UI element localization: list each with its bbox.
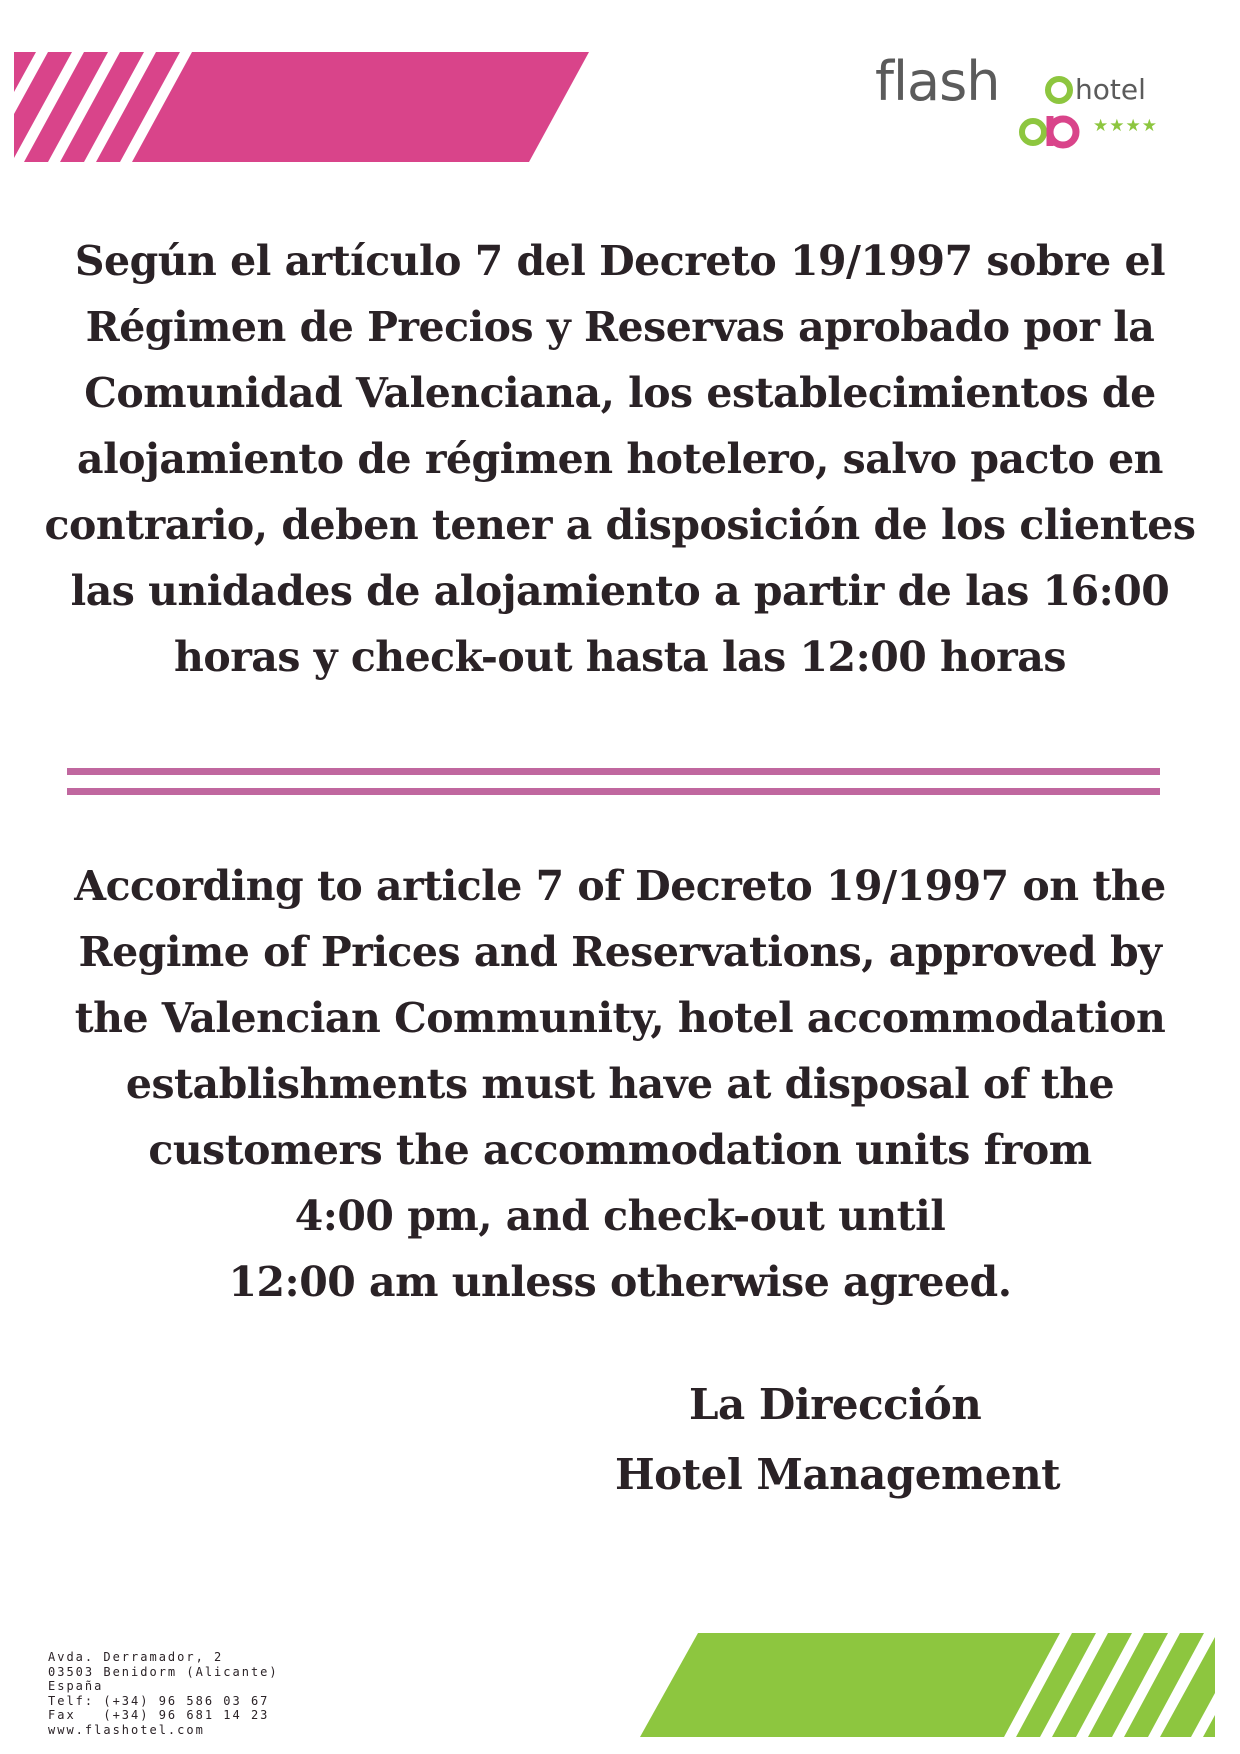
logo-word: flash	[875, 50, 1000, 113]
notice-en-line: According to article 7 of Decreto 19/1997 on the	[74, 862, 1166, 910]
notice-en-line: establishments must have at disposal of the	[125, 1060, 1115, 1108]
signature-block	[560, 1370, 1140, 1510]
notice-es-line: Según el artículo 7 del Decreto 19/1997 sobre el	[74, 237, 1166, 285]
signature-english: Hotel Management	[615, 1450, 1061, 1499]
notice-es-line: contrario, deben tener a disposición de los clientes	[44, 501, 1196, 549]
hotel-address	[48, 1650, 279, 1737]
notice-spanish	[30, 228, 1210, 690]
address-line: Fax (+34) 96 681 14 23	[48, 1708, 270, 1722]
address-line: España	[48, 1679, 104, 1693]
logo-hotel-text: hotel	[1075, 73, 1146, 106]
bottom-green-band	[640, 1633, 1215, 1737]
address-line: Telf: (+34) 96 586 03 67	[48, 1693, 270, 1708]
divider-line	[67, 768, 1160, 775]
notice-en-line: Regime of Prices and Reservations, approved by	[78, 928, 1162, 976]
notice-es-line: horas y check-out hasta las 12:00 horas	[174, 633, 1066, 681]
notice-en-line: 4:00 pm, and check-out until	[294, 1192, 946, 1240]
notice-english	[30, 853, 1210, 1315]
notice-es-line: alojamiento de régimen hotelero, salvo pacto en	[77, 435, 1163, 483]
notice-en-line: the Valencian Community, hotel accommodation	[74, 994, 1166, 1042]
address-line: Avda. Derramador, 2	[48, 1650, 224, 1664]
logo-stars: ★★★★	[1093, 116, 1158, 136]
notice-es-line: Comunidad Valenciana, los establecimientos de	[84, 369, 1156, 417]
address-line: www.flashotel.com	[48, 1722, 205, 1737]
notice-es-line: las unidades de alojamiento a partir de las 16:00	[70, 567, 1170, 615]
address-line: 03503 Benidorm (Alicante)	[48, 1664, 279, 1679]
top-pink-band	[14, 52, 589, 162]
divider-line	[67, 788, 1160, 795]
signature-spanish: La Dirección	[689, 1380, 982, 1429]
flash-hotel-logo	[875, 52, 1175, 152]
notice-en-line: customers the accommodation units from	[148, 1126, 1092, 1174]
logo-mark-icon	[1003, 60, 1083, 152]
notice-es-line: Régimen de Precios y Reservas aprobado por la	[85, 303, 1155, 351]
notice-en-line: 12:00 am unless otherwise agreed.	[228, 1258, 1012, 1306]
